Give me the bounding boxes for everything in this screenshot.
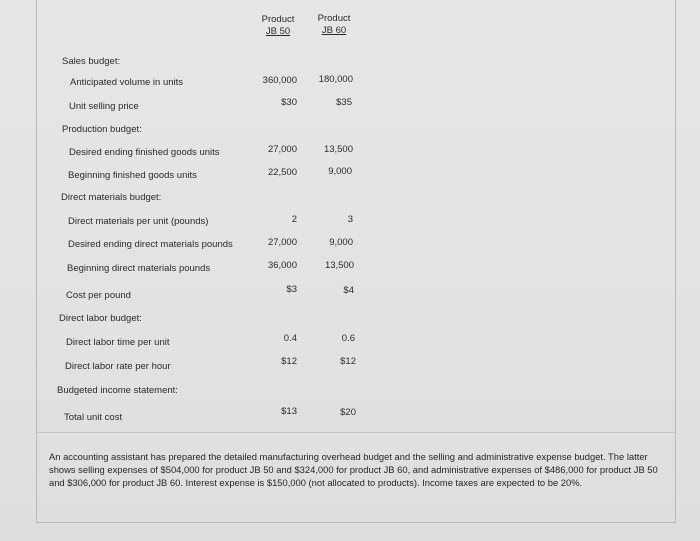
cell-jb60: 0.6	[341, 333, 355, 344]
row-label: Beginning direct materials pounds	[67, 263, 211, 274]
row-label: Direct labor time per unit	[66, 337, 170, 348]
row-label: Cost per pound	[66, 290, 131, 301]
column-header-line1: Product	[261, 14, 295, 25]
cell-jb60: $4	[343, 285, 354, 296]
cell-jb50: 36,000	[267, 260, 297, 271]
row-label: Anticipated volume in units	[70, 77, 184, 88]
cell-jb50: 0.4	[283, 333, 297, 344]
row-label: Desired ending finished goods units	[69, 147, 220, 158]
cell-jb60: $35	[336, 97, 352, 108]
row-label: Unit selling price	[69, 101, 139, 112]
cell-jb60: $12	[340, 356, 356, 367]
section-divider	[36, 432, 676, 433]
section-heading-direct-labor-budget: Direct labor budget:	[59, 313, 142, 324]
cell-jb50: $12	[281, 356, 297, 367]
cell-jb50: $13	[281, 406, 297, 417]
column-header-jb50	[250, 14, 306, 38]
row-label: Desired ending direct materials pounds	[68, 239, 233, 250]
section-heading-budgeted-income-statement: Budgeted income statement:	[57, 385, 178, 396]
row-label: Direct materials per unit (pounds)	[68, 216, 209, 227]
cell-jb60: 13,500	[323, 144, 353, 155]
section-heading-production-budget: Production budget:	[62, 124, 142, 135]
row-label: Direct labor rate per hour	[65, 361, 171, 372]
cell-jb50: 22,500	[267, 167, 297, 178]
column-header-line2: JB 50	[265, 26, 291, 37]
section-heading-sales-budget: Sales budget:	[62, 56, 121, 67]
row-label: Beginning finished goods units	[68, 170, 197, 181]
column-header-jb60	[306, 13, 362, 37]
cell-jb60: 9,000	[328, 166, 352, 177]
cell-jb50: $3	[286, 284, 297, 295]
cell-jb50: $30	[281, 97, 297, 108]
cell-jb50: 27,000	[267, 144, 297, 155]
cell-jb50: 27,000	[267, 237, 297, 248]
cell-jb60: 3	[347, 214, 353, 225]
problem-paragraph: An accounting assistant has prepared the detailed manufacturing overhead budget and the selling and administrative expense budget. The latter shows selling expenses of $504,000 for product JB 50 and $324,000 for product JB 60, and administrative expenses of $486,000 for product JB 50 and $306,000 for product JB 60. Interest expense is $150,000 (not allocated to products). Income taxes are expected to be 20%.	[49, 451, 658, 489]
column-header-line1: Product	[317, 13, 351, 24]
cell-jb60: $20	[340, 407, 356, 418]
column-header-line2: JB 60	[321, 25, 347, 36]
cell-jb60: 13,500	[324, 260, 354, 271]
cell-jb60: 9,000	[329, 237, 353, 248]
cell-jb60: 180,000	[318, 74, 353, 85]
section-heading-direct-materials-budget: Direct materials budget:	[61, 192, 162, 203]
row-label: Total unit cost	[64, 412, 123, 423]
cell-jb50: 360,000	[262, 75, 297, 86]
cell-jb50: 2	[291, 214, 297, 225]
